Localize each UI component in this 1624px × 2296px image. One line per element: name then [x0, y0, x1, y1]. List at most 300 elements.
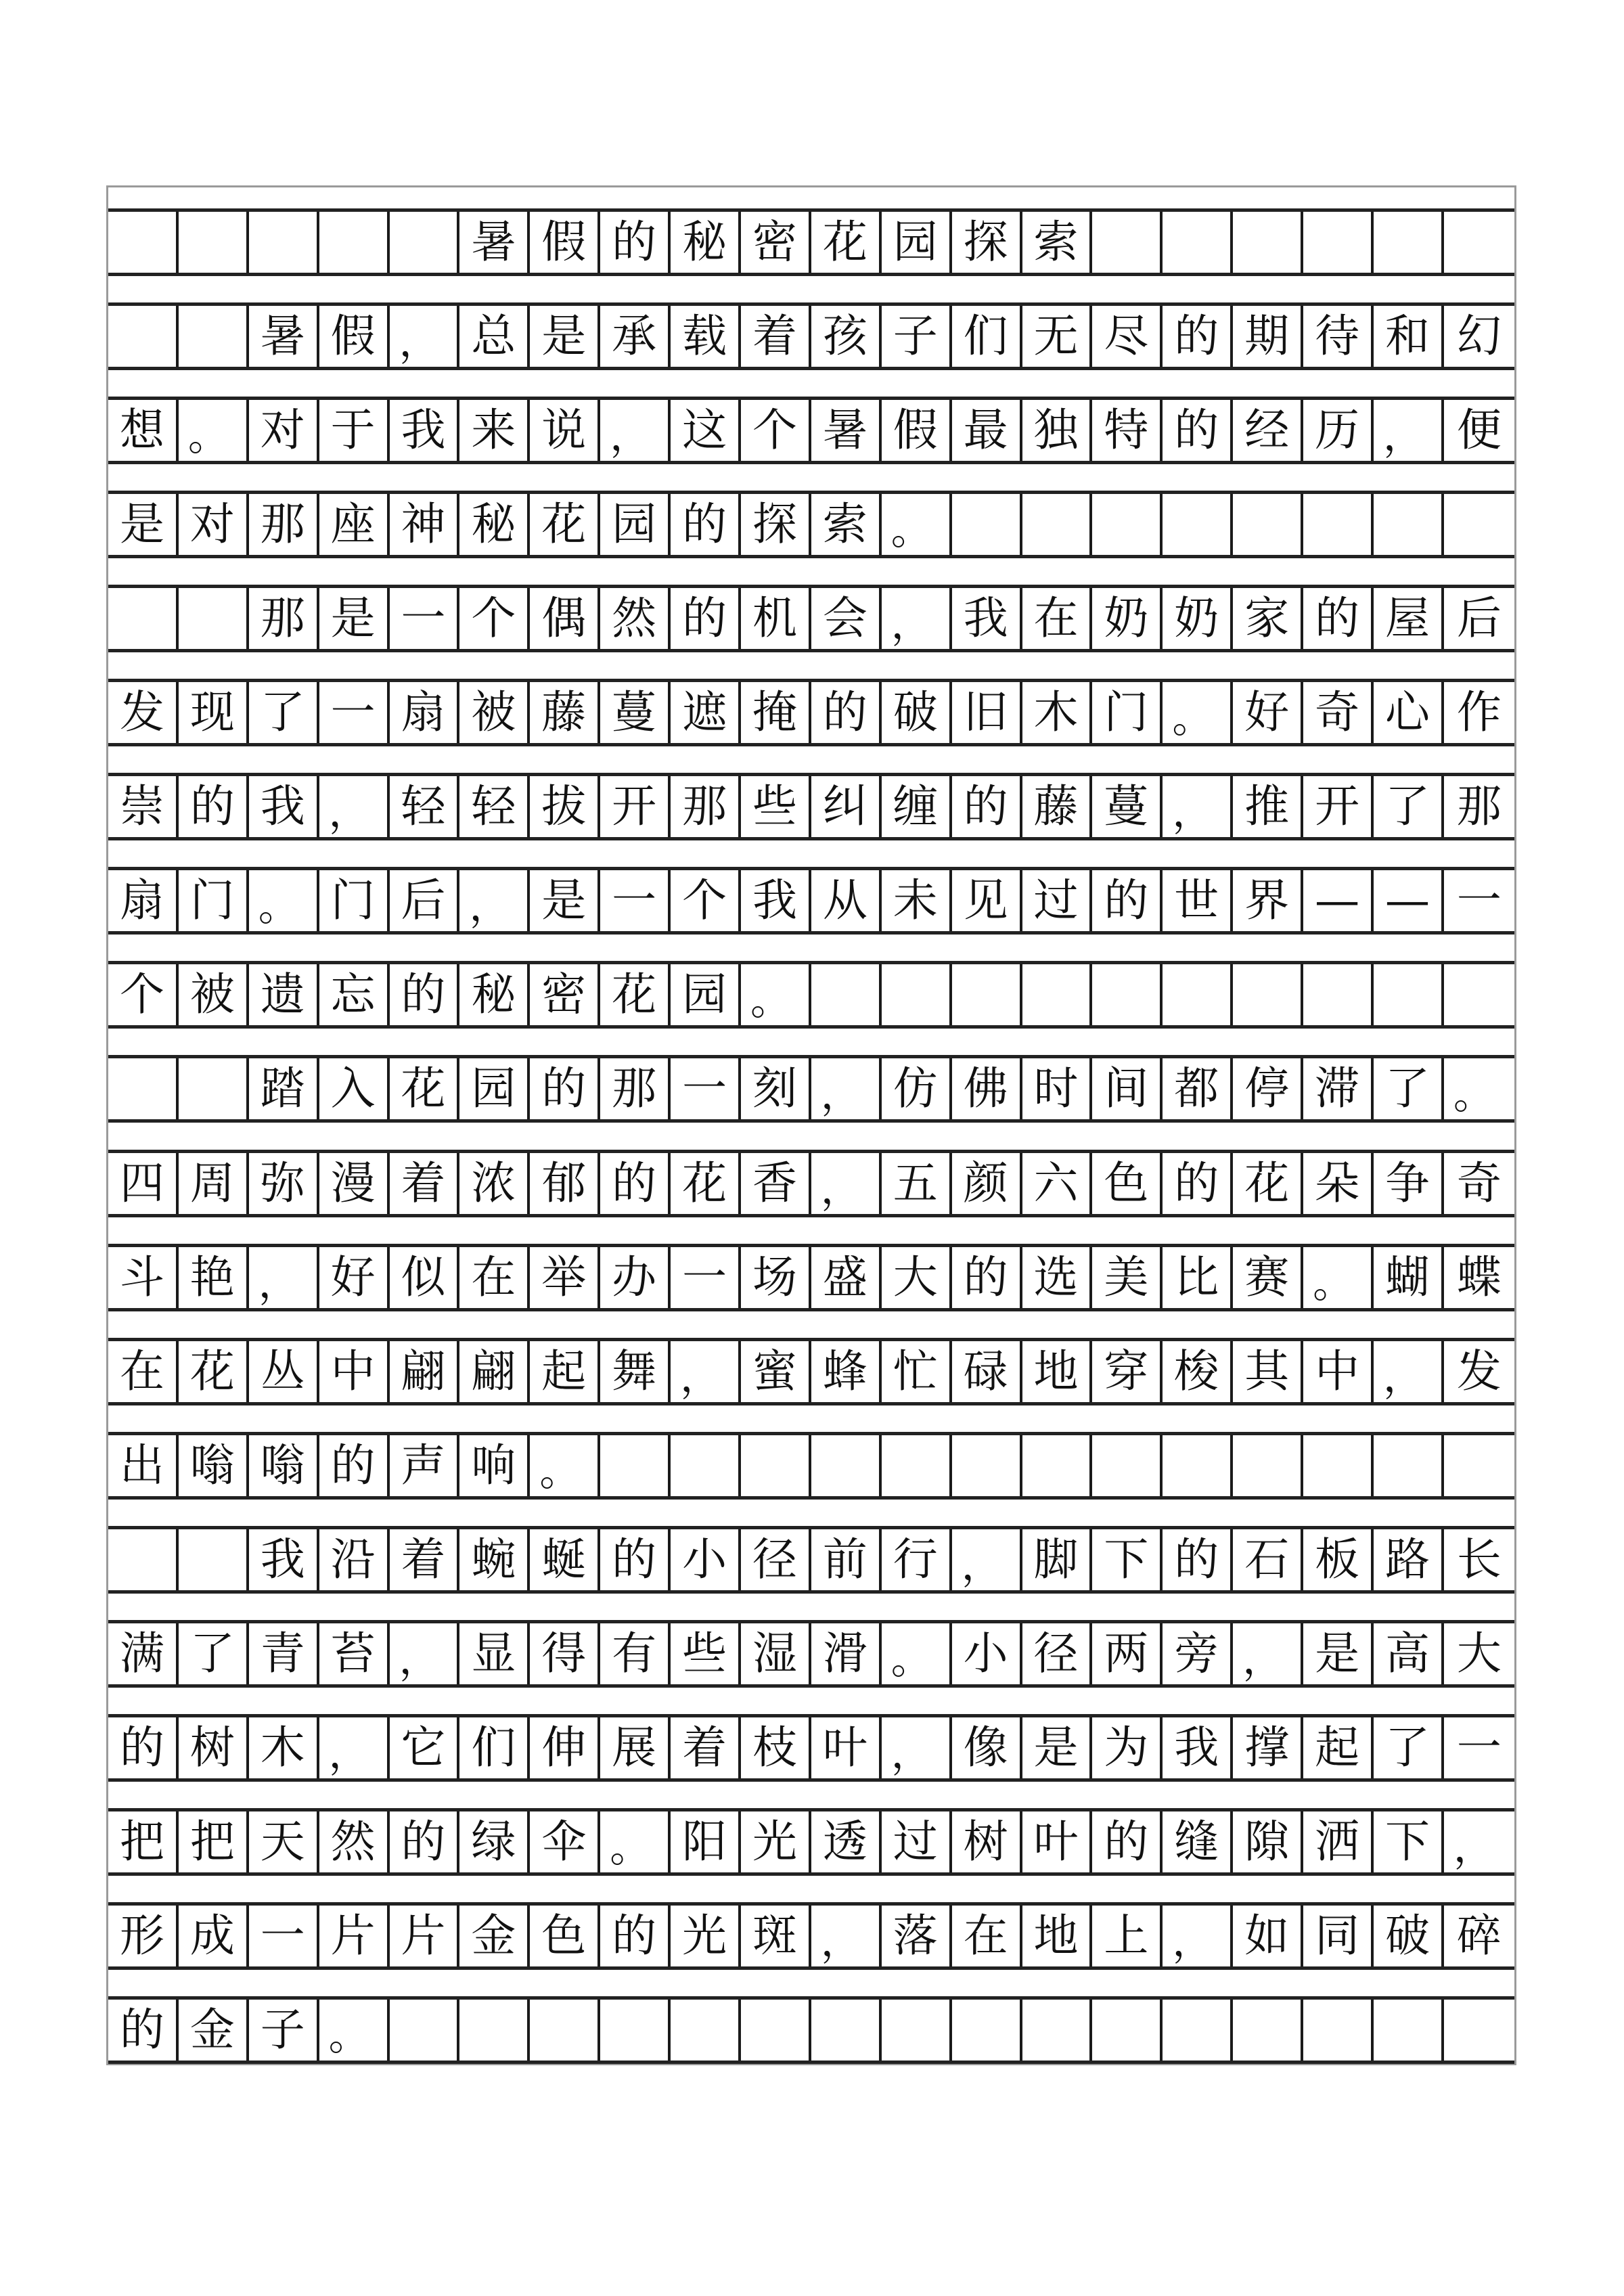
grid-cell: [1233, 1435, 1303, 1496]
grid-cell: [882, 2000, 952, 2061]
grid-cell: 破: [1374, 1906, 1444, 1966]
grid-cell: [319, 212, 390, 273]
grid-cell: [108, 1058, 179, 1119]
text-row: [108, 1150, 1514, 1217]
grid-cell: 子: [249, 2000, 319, 2061]
grid-cell: ，: [882, 1717, 952, 1778]
grid-cell: 地: [1022, 1906, 1093, 1966]
grid-cell: 说: [530, 400, 600, 461]
grid-cell: 形: [108, 1906, 179, 1966]
grid-cell: [1092, 964, 1163, 1025]
grid-cell: [1444, 964, 1514, 1025]
grid-cell: 光: [741, 1811, 811, 1872]
grid-cell: 。: [741, 964, 811, 1025]
grid-cell: 美: [1092, 1247, 1163, 1308]
grid-cell: [811, 1435, 882, 1496]
grid-cell: 那: [671, 776, 741, 837]
grid-cell: 秘: [459, 964, 530, 1025]
grid-cell: [882, 964, 952, 1025]
grid-cell: ，: [600, 400, 671, 461]
grid-cell: 一: [671, 1058, 741, 1119]
grid-cell: 花: [600, 964, 671, 1025]
grid-cell: 个: [741, 400, 811, 461]
grid-cell: ，: [811, 1058, 882, 1119]
grid-cell: 偶: [530, 588, 600, 649]
grid-cell: ，: [952, 1529, 1022, 1590]
grid-cell: [811, 964, 882, 1025]
grid-cell: 刻: [741, 1058, 811, 1119]
grid-cell: 的: [1163, 306, 1233, 367]
grid-cell: 都: [1163, 1058, 1233, 1119]
grid-cell: 过: [882, 1811, 952, 1872]
grid-cell: 纠: [811, 776, 882, 837]
grid-cell: 像: [952, 1717, 1022, 1778]
grid-cell: 蔓: [600, 682, 671, 743]
grid-cell: [882, 1435, 952, 1496]
grid-cell: 蜒: [530, 1529, 600, 1590]
grid-cell: 假: [319, 306, 390, 367]
grid-cell: 后: [1456, 592, 1502, 645]
grid-cell: 青: [249, 1623, 319, 1684]
grid-cell: [530, 2000, 600, 2061]
grid-cell: 的: [600, 212, 671, 273]
grid-cell: 暑: [459, 212, 530, 273]
grid-cell: 从: [811, 870, 882, 931]
grid-cell: 一: [600, 870, 671, 931]
grid-cell: 蜂: [811, 1341, 882, 1402]
grid-cell: 总: [459, 306, 530, 367]
grid-cell: 为: [1092, 1717, 1163, 1778]
grid-cell: —: [1303, 870, 1374, 931]
grid-cell: 仿: [882, 1058, 952, 1119]
grid-cell: 长: [1456, 1533, 1502, 1585]
grid-cell: 碎: [1456, 1909, 1502, 1962]
grid-cell: 的: [390, 964, 460, 1025]
grid-cell: ，: [811, 1153, 882, 1214]
grid-cell: 奇: [1303, 682, 1374, 743]
grid-cell: 们: [952, 306, 1022, 367]
grid-cell: 伞: [530, 1811, 600, 1872]
grid-cell: 旧: [952, 682, 1022, 743]
grid-cell: 载: [671, 306, 741, 367]
grid-cell: 六: [1022, 1153, 1093, 1214]
grid-cell: 的: [108, 2000, 179, 2061]
grid-cell: 藤: [1022, 776, 1093, 837]
grid-cell: 中: [1303, 1341, 1374, 1402]
text-row: [108, 1996, 1514, 2064]
text-row: [108, 961, 1514, 1029]
grid-cell: 座: [319, 494, 390, 555]
grid-cell: 蔓: [1092, 776, 1163, 837]
grid-cell: ，: [1163, 776, 1233, 837]
grid-cell: 的: [952, 1247, 1022, 1308]
grid-cell: 最: [952, 400, 1022, 461]
grid-cell: 我: [1163, 1717, 1233, 1778]
grid-cell: 落: [882, 1906, 952, 1966]
grid-cell: 机: [741, 588, 811, 649]
grid-cell: [1163, 964, 1233, 1025]
grid-cell: 花: [179, 1341, 249, 1402]
grid-cell: 轻: [459, 776, 530, 837]
text-row: [108, 1808, 1514, 1876]
grid-cell: 停: [1233, 1058, 1303, 1119]
grid-cell: 轻: [390, 776, 460, 837]
grid-cell: 一: [671, 1247, 741, 1308]
grid-cell: 界: [1233, 870, 1303, 931]
grid-cell: 大: [882, 1247, 952, 1308]
grid-cell: 在: [952, 1906, 1022, 1966]
grid-cell: 探: [952, 212, 1022, 273]
grid-cell: 我: [390, 400, 460, 461]
grid-cell: 秘: [459, 494, 530, 555]
grid-cell: 大: [1456, 1627, 1502, 1680]
grid-cell: 弥: [249, 1153, 319, 1214]
grid-cell: 了: [1374, 776, 1444, 837]
grid-cell: 艳: [179, 1247, 249, 1308]
grid-cell: 奶: [1092, 588, 1163, 649]
grid-cell: [671, 1435, 741, 1496]
grid-cell: 盛: [811, 1247, 882, 1308]
grid-cell: 一: [390, 588, 460, 649]
grid-cell: 花: [390, 1058, 460, 1119]
grid-cell: 探: [741, 494, 811, 555]
grid-cell: 天: [249, 1811, 319, 1872]
grid-cell: [179, 1058, 249, 1119]
grid-cell: 响: [459, 1435, 530, 1496]
text-row: [108, 397, 1514, 464]
grid-cell: 。: [882, 1623, 952, 1684]
grid-cell: [1163, 1435, 1233, 1496]
grid-cell: [1303, 494, 1374, 555]
grid-cell: ，: [459, 870, 530, 931]
grid-cell: 的: [108, 1717, 179, 1778]
grid-cell: 开: [1303, 776, 1374, 837]
grid-cell: 小: [952, 1623, 1022, 1684]
grid-cell: [811, 2000, 882, 2061]
grid-cell: 展: [600, 1717, 671, 1778]
grid-cell: 待: [1303, 306, 1374, 367]
grid-cell: 花: [1233, 1153, 1303, 1214]
grid-cell: [179, 1529, 249, 1590]
grid-cell: 于: [319, 400, 390, 461]
grid-cell: 佛: [952, 1058, 1022, 1119]
grid-cell: 。: [249, 870, 319, 931]
grid-cell: 一: [1456, 1721, 1502, 1774]
grid-cell: ，: [319, 1717, 390, 1778]
grid-cell: 。: [882, 494, 952, 555]
grid-cell: 蜿: [459, 1529, 530, 1590]
grid-cell: 色: [530, 1906, 600, 1966]
grid-cell: 了: [1374, 1717, 1444, 1778]
grid-cell: 想: [108, 400, 179, 461]
grid-cell: 色: [1092, 1153, 1163, 1214]
grid-cell: [249, 212, 319, 273]
grid-cell: [1092, 212, 1163, 273]
grid-cell: 心: [1374, 682, 1444, 743]
text-row: [108, 1338, 1514, 1405]
grid-cell: [952, 964, 1022, 1025]
text-row: [108, 1055, 1514, 1123]
grid-cell: 和: [1374, 306, 1444, 367]
grid-cell: 。: [1453, 1071, 1494, 1119]
grid-cell: 门: [319, 870, 390, 931]
grid-cell: 园: [600, 494, 671, 555]
grid-cell: 朵: [1303, 1153, 1374, 1214]
grid-cell: 的: [530, 1058, 600, 1119]
grid-cell: 前: [811, 1529, 882, 1590]
grid-cell: 世: [1163, 870, 1233, 931]
grid-cell: 上: [1092, 1906, 1163, 1966]
grid-cell: 是: [108, 494, 179, 555]
grid-cell: 藤: [530, 682, 600, 743]
grid-cell: 树: [179, 1717, 249, 1778]
grid-cell: 掩: [741, 682, 811, 743]
grid-cell: 五: [882, 1153, 952, 1214]
grid-cell: 洒: [1303, 1811, 1374, 1872]
grid-cell: 周: [179, 1153, 249, 1214]
grid-cell: 声: [390, 1435, 460, 1496]
grid-cell: 推: [1233, 776, 1303, 837]
text-row: [108, 491, 1514, 558]
text-row: [108, 867, 1514, 935]
grid-cell: 一: [1456, 874, 1502, 927]
grid-cell: 。: [1163, 682, 1233, 743]
grid-cell: 。: [179, 400, 249, 461]
grid-cell: 是: [1303, 1623, 1374, 1684]
text-row: [108, 679, 1514, 746]
grid-cell: 奇: [1456, 1156, 1502, 1209]
grid-cell: [179, 306, 249, 367]
grid-cell: 那: [1456, 780, 1502, 833]
grid-cell: 在: [1022, 588, 1093, 649]
grid-cell: 在: [459, 1247, 530, 1308]
grid-cell: 密: [530, 964, 600, 1025]
grid-cell: 经: [1233, 400, 1303, 461]
grid-cell: [1444, 1435, 1514, 1496]
grid-cell: 特: [1092, 400, 1163, 461]
grid-cell: [179, 212, 249, 273]
grid-cell: 对: [249, 400, 319, 461]
grid-cell: 蝶: [1456, 1251, 1502, 1303]
grid-cell: 高: [1374, 1623, 1444, 1684]
grid-cell: 。: [600, 1811, 671, 1872]
grid-cell: [1444, 2000, 1514, 2061]
grid-cell: 崇: [108, 776, 179, 837]
grid-cell: ，: [390, 306, 460, 367]
grid-cell: 颜: [952, 1153, 1022, 1214]
grid-cell: 成: [179, 1906, 249, 1966]
grid-cell: [1163, 2000, 1233, 2061]
grid-cell: 时: [1022, 1058, 1093, 1119]
grid-cell: 的: [1163, 1529, 1233, 1590]
grid-cell: [1444, 494, 1514, 555]
grid-cell: 尽: [1092, 306, 1163, 367]
grid-cell: 把: [179, 1811, 249, 1872]
grid-cell: 。: [1303, 1247, 1374, 1308]
grid-cell: [1022, 494, 1093, 555]
grid-cell: ，: [811, 1906, 882, 1966]
grid-cell: 然: [319, 1811, 390, 1872]
grid-cell: 遮: [671, 682, 741, 743]
grid-cell: 其: [1233, 1341, 1303, 1402]
grid-cell: 门: [1092, 682, 1163, 743]
grid-cell: 金: [459, 1906, 530, 1966]
grid-cell: 旁: [1163, 1623, 1233, 1684]
grid-cell: 着: [671, 1717, 741, 1778]
grid-cell: [1233, 2000, 1303, 2061]
grid-cell: [1022, 2000, 1093, 2061]
grid-cell: [1303, 1435, 1374, 1496]
grid-cell: 滞: [1303, 1058, 1374, 1119]
grid-cell: 独: [1022, 400, 1093, 461]
grid-cell: 的: [1092, 1811, 1163, 1872]
grid-cell: 过: [1022, 870, 1093, 931]
grid-cell: 个: [108, 964, 179, 1025]
grid-cell: 那: [249, 494, 319, 555]
grid-cell: [1374, 1435, 1444, 1496]
grid-cell: 些: [741, 776, 811, 837]
grid-cell: 场: [741, 1247, 811, 1308]
grid-cell: ，: [319, 776, 390, 837]
grid-cell: 斗: [108, 1247, 179, 1308]
grid-cell: 假: [882, 400, 952, 461]
grid-cell: ，: [882, 588, 952, 649]
grid-cell: [741, 2000, 811, 2061]
grid-cell: 举: [530, 1247, 600, 1308]
grid-cell: 会: [811, 588, 882, 649]
grid-cell: 我: [741, 870, 811, 931]
grid-cell: 索: [1022, 212, 1093, 273]
grid-cell: 这: [671, 400, 741, 461]
grid-cell: 径: [741, 1529, 811, 1590]
grid-cell: 把: [108, 1811, 179, 1872]
grid-cell: [390, 212, 460, 273]
grid-cell: 花: [811, 212, 882, 273]
grid-cell: 是: [530, 870, 600, 931]
grid-cell: 现: [179, 682, 249, 743]
grid-cell: [390, 2000, 460, 2061]
grid-cell: 便: [1456, 404, 1502, 457]
grid-cell: 小: [671, 1529, 741, 1590]
grid-cell: 幻: [1456, 310, 1502, 363]
grid-cell: 拔: [530, 776, 600, 837]
text-row: [108, 1526, 1514, 1594]
grid-cell: [1163, 212, 1233, 273]
grid-cell: 下: [1092, 1529, 1163, 1590]
grid-cell: 扇: [390, 682, 460, 743]
grid-cell: 花: [530, 494, 600, 555]
grid-cell: 孩: [811, 306, 882, 367]
text-row: [108, 585, 1514, 652]
grid-cell: 的: [1092, 870, 1163, 931]
grid-cell: 树: [952, 1811, 1022, 1872]
grid-cell: 翩: [390, 1341, 460, 1402]
grid-cell: 片: [390, 1906, 460, 1966]
text-row: [108, 1432, 1514, 1500]
grid-cell: [1303, 964, 1374, 1025]
grid-cell: 期: [1233, 306, 1303, 367]
grid-cell: 斑: [741, 1906, 811, 1966]
grid-cell: 脚: [1022, 1529, 1093, 1590]
grid-cell: 嗡: [179, 1435, 249, 1496]
grid-cell: 嗡: [249, 1435, 319, 1496]
grid-cell: 。: [319, 2000, 390, 2061]
grid-cell: 历: [1303, 400, 1374, 461]
grid-cell: 梭: [1163, 1341, 1233, 1402]
grid-cell: ，: [671, 1341, 741, 1402]
grid-cell: [1374, 212, 1444, 273]
grid-cell: 石: [1233, 1529, 1303, 1590]
grid-cell: 我: [249, 776, 319, 837]
grid-cell: 径: [1022, 1623, 1093, 1684]
grid-cell: 是: [530, 306, 600, 367]
grid-cell: [671, 2000, 741, 2061]
grid-cell: 着: [741, 306, 811, 367]
grid-cell: 显: [459, 1623, 530, 1684]
grid-cell: 沿: [319, 1529, 390, 1590]
grid-cell: 得: [530, 1623, 600, 1684]
grid-cell: 遗: [249, 964, 319, 1025]
grid-cell: ，: [390, 1623, 460, 1684]
grid-cell: [108, 306, 179, 367]
grid-cell: 出: [108, 1435, 179, 1496]
grid-cell: 的: [390, 1811, 460, 1872]
grid-cell: 的: [1303, 588, 1374, 649]
grid-cell: —: [1374, 870, 1444, 931]
grid-cell: 我: [249, 1529, 319, 1590]
grid-cell: 入: [319, 1058, 390, 1119]
grid-cell: [179, 588, 249, 649]
grid-cell: 间: [1092, 1058, 1163, 1119]
grid-cell: 板: [1303, 1529, 1374, 1590]
grid-cell: 扇: [108, 870, 179, 931]
grid-cell: [1444, 212, 1514, 273]
grid-cell: [1092, 494, 1163, 555]
grid-cell: 地: [1022, 1341, 1093, 1402]
grid-cell: 透: [811, 1811, 882, 1872]
grid-cell: 缠: [882, 776, 952, 837]
grid-cell: ，: [1374, 1341, 1444, 1402]
grid-cell: 的: [600, 1906, 671, 1966]
grid-cell: [1374, 964, 1444, 1025]
grid-cell: 开: [600, 776, 671, 837]
grid-cell: 光: [671, 1906, 741, 1966]
grid-cell: 四: [108, 1153, 179, 1214]
grid-cell: 发: [1456, 1345, 1502, 1397]
grid-cell: 的: [179, 776, 249, 837]
grid-cell: 那: [249, 588, 319, 649]
grid-cell: 后: [390, 870, 460, 931]
grid-cell: 翩: [459, 1341, 530, 1402]
grid-cell: 叶: [1022, 1811, 1093, 1872]
grid-cell: 伸: [530, 1717, 600, 1778]
grid-cell: [600, 1435, 671, 1496]
grid-cell: 有: [600, 1623, 671, 1684]
grid-cell: 撑: [1233, 1717, 1303, 1778]
grid-cell: ，: [249, 1247, 319, 1308]
grid-cell: 隙: [1233, 1811, 1303, 1872]
grid-cell: [952, 494, 1022, 555]
grid-cell: 。: [530, 1435, 600, 1496]
text-row: [108, 773, 1514, 840]
grid-cell: [1233, 964, 1303, 1025]
grid-cell: [108, 588, 179, 649]
grid-cell: 木: [1022, 682, 1093, 743]
grid-cell: 碌: [952, 1341, 1022, 1402]
grid-cell: 子: [882, 306, 952, 367]
grid-cell: 秘: [671, 212, 741, 273]
grid-cell: [1233, 494, 1303, 555]
